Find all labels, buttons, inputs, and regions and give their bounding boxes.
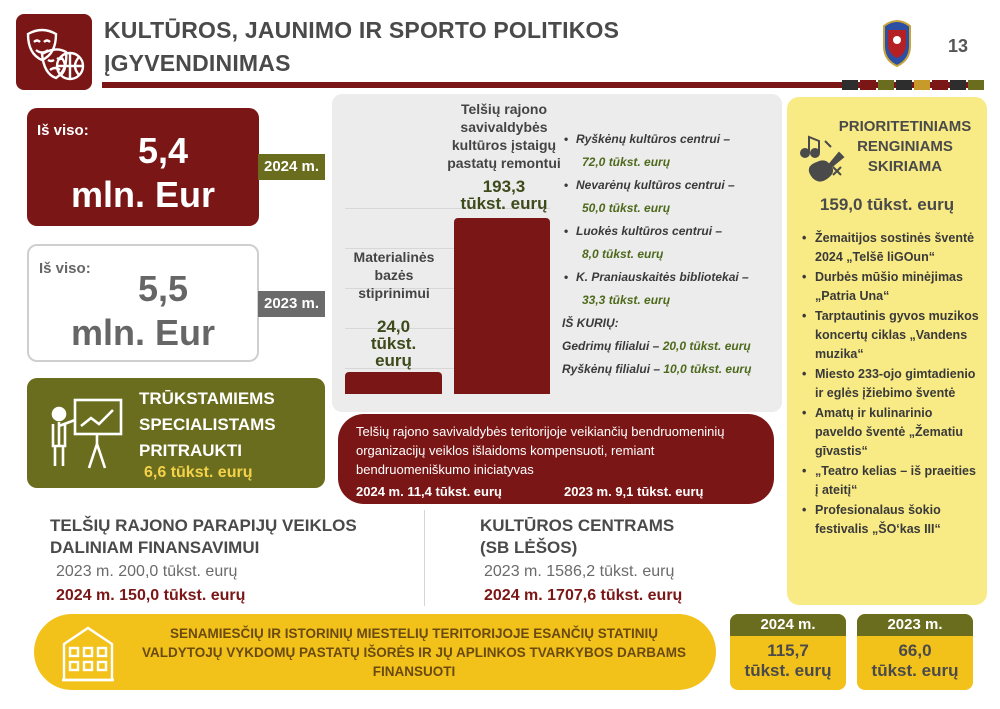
chart-value-label-a-line: 24,0 — [376, 317, 411, 336]
coat-of-arms-icon — [880, 16, 914, 68]
total-2023-card — [27, 244, 259, 362]
repairs-item-name: • Luokės kultūros centrui – — [562, 220, 782, 243]
chart-category-label-a-line: stiprinimui — [358, 285, 430, 301]
chart-value-label-a — [345, 318, 442, 369]
page-number: 13 — [947, 36, 968, 56]
total-2023-unit: mln. Eur — [70, 312, 216, 353]
specialists-line3: PRITRAUKTI — [139, 441, 242, 460]
total-2024-card — [27, 108, 259, 226]
page-title — [104, 14, 804, 80]
culture-centres-2024: 2024 m. 1707,6 tūkst. eurų — [484, 587, 683, 604]
priority-amount: 159,0 tūkst. eurų — [819, 195, 955, 214]
page-title-line1: KULTŪROS, JAUNIMO IR SPORTO POLITIKOS — [104, 17, 620, 43]
chart-value-label-b-line: 193,3 — [482, 177, 526, 196]
old-town-card-2023 — [857, 614, 973, 690]
priority-event: • Amatų ir kulinarinio paveldo šventė „Žematiu gīvastis“ — [801, 404, 981, 462]
logo-badge — [16, 14, 92, 90]
parishes-2024: 2024 m. 150,0 tūkst. eurų — [56, 587, 246, 604]
specialists-amount: 6,6 tūkst. eurų — [144, 464, 253, 481]
building-icon — [60, 624, 116, 682]
priority-event: • Tarptautinis gyvos muzikos koncertų ciklas „Vandens muzika“ — [801, 307, 981, 365]
chart-category-label-b-line: kultūros įstaigų — [451, 137, 557, 153]
chart-category-label-b-line: savivaldybės — [460, 119, 548, 135]
header-rule-stripes — [842, 80, 984, 90]
chart-value-label-a-line: eurų — [375, 351, 412, 370]
repairs-branch-amount: 10,0 tūkst. eurų — [663, 362, 752, 376]
chart-category-label-a-line: Materialinės — [353, 249, 435, 265]
specialists-title — [139, 386, 276, 464]
chart-category-label-b — [430, 100, 578, 172]
culture-centres-title-line1: KULTŪROS CENTRAMS — [480, 516, 675, 535]
old-town-banner — [34, 614, 716, 690]
chart-category-label-a — [340, 248, 448, 302]
chart-value-label-b-line: tūkst. eurų — [460, 194, 548, 213]
presentation-teacher-icon — [45, 394, 127, 472]
page-title-line2: ĮGYVENDINIMAS — [104, 50, 291, 76]
priority-events-list — [801, 229, 981, 540]
priority-event: • Profesionalaus šokio festivalis „ŠO‘kas III“ — [801, 501, 981, 540]
repairs-item-amount: 72,0 tūkst. eurų — [582, 155, 671, 169]
priority-title: PRIORITETINIAMS RENGINIAMS SKIRIAMA — [838, 118, 972, 175]
old-town-card-2023-year: 2023 m. — [857, 614, 973, 636]
old-town-card-2024 — [730, 614, 846, 690]
culture-centres-title-line2: (SB LĖŠOS) — [480, 538, 578, 557]
old-town-card-2023-value: 66,0 — [898, 641, 932, 660]
priority-event: • Žemaitijos sostinės šventė 2024 „Telšē liGOun“ — [801, 229, 981, 268]
old-town-card-2024-unit: tūkst. eurų — [744, 661, 832, 680]
parishes-section — [50, 515, 420, 605]
repairs-branch — [562, 335, 782, 358]
total-2024-label: Iš viso: — [37, 122, 89, 139]
repairs-item-name: • Ryškėnų kultūros centrui – — [562, 128, 782, 151]
old-town-text: SENAMIESČIŲ IR ISTORINIŲ MIESTELIŲ TERITORIJOJE ESANČIŲ STATINIŲ VALDYTOJŲ VYKDOMŲ PASTATŲ IŠORĖS IR JŲ APLINKOS TVARKYBOS DARBAMS FINANSUOTI — [141, 626, 687, 679]
old-town-card-2024-year: 2024 m. — [730, 614, 846, 636]
specialists-card — [27, 378, 325, 488]
community-2023: 2023 m. 9,1 tūkst. eurų — [564, 484, 704, 499]
culture-centres-section — [480, 515, 780, 605]
repairs-item-amount: 8,0 tūkst. eurų — [582, 247, 664, 261]
chart-value-label-a-line: tūkst. — [370, 334, 417, 353]
total-2024-amount: 5,4 — [137, 130, 189, 171]
repairs-branch — [562, 358, 782, 381]
total-2024-unit: mln. Eur — [70, 174, 216, 215]
culture-centres-2023: 2023 m. 1586,2 tūkst. eurų — [484, 563, 675, 580]
chart-category-label-b-line: pastatų remontui — [447, 155, 561, 171]
repairs-branch-name: Gedrimų filialui – — [562, 339, 663, 353]
repairs-item-amount: 33,3 tūkst. eurų — [582, 293, 671, 307]
year-tag-2024: 2024 m. — [258, 154, 325, 180]
parishes-title-line1: TELŠIŲ RAJONO PARAPIJŲ VEIKLOS — [50, 516, 357, 535]
community-2024: 2024 m. 11,4 tūkst. eurų — [356, 484, 502, 499]
repairs-item-name: • K. Praniauskaitės bibliotekai – — [562, 266, 782, 289]
chart-bar-materialines-bazes — [345, 372, 442, 394]
chart-category-label-a-line: bazės — [374, 267, 414, 283]
repairs-of-which: IŠ KURIŲ: — [562, 316, 619, 330]
specialists-line2: SPECIALISTAMS — [139, 415, 276, 434]
priority-event: • Durbės mūšio minėjimas „Patria Una“ — [801, 268, 981, 307]
total-2023-label: Iš viso: — [39, 260, 91, 277]
repairs-list — [562, 128, 782, 381]
parishes-2023: 2023 m. 200,0 tūkst. eurų — [56, 563, 238, 580]
theatre-masks-basketball-icon — [16, 14, 92, 90]
repairs-branch-amount: 20,0 tūkst. eurų — [662, 339, 751, 353]
parishes-title-line2: DALINIAM FINANSAVIMUI — [50, 538, 260, 557]
repairs-branch-name: Ryškėnų filialui – — [562, 362, 664, 376]
total-2023-amount: 5,5 — [137, 268, 189, 309]
year-tag-2023: 2023 m. — [258, 291, 325, 317]
repairs-item-name: • Nevarėnų kultūros centrui – — [562, 174, 782, 197]
community-text: Telšių rajono savivaldybės teritorijoje veikiančių bendruomeninių organizacijų veiklos išlaidoms kompensuoti, remiant bendruomeniškumo iniciatyvas — [356, 424, 725, 477]
chart-category-label-b-line: Telšių rajono — [460, 101, 548, 117]
community-card — [338, 414, 774, 504]
priority-event: • „Teatro kelias – iš praeities į ateitį“ — [801, 462, 981, 501]
priority-panel — [787, 97, 987, 605]
repairs-item-amount: 50,0 tūkst. eurų — [582, 201, 671, 215]
chart-value-label-b — [430, 178, 578, 212]
section-divider — [424, 510, 425, 606]
priority-event: • Miesto 233-ojo gimtadienio ir eglės įžiebimo šventė — [801, 365, 981, 404]
specialists-line1: TRŪKSTAMIEMS — [139, 389, 275, 408]
old-town-card-2024-value: 115,7 — [767, 641, 809, 660]
chart-bar-pastatu-remontui — [454, 218, 550, 394]
old-town-card-2023-unit: tūkst. eurų — [871, 661, 959, 680]
